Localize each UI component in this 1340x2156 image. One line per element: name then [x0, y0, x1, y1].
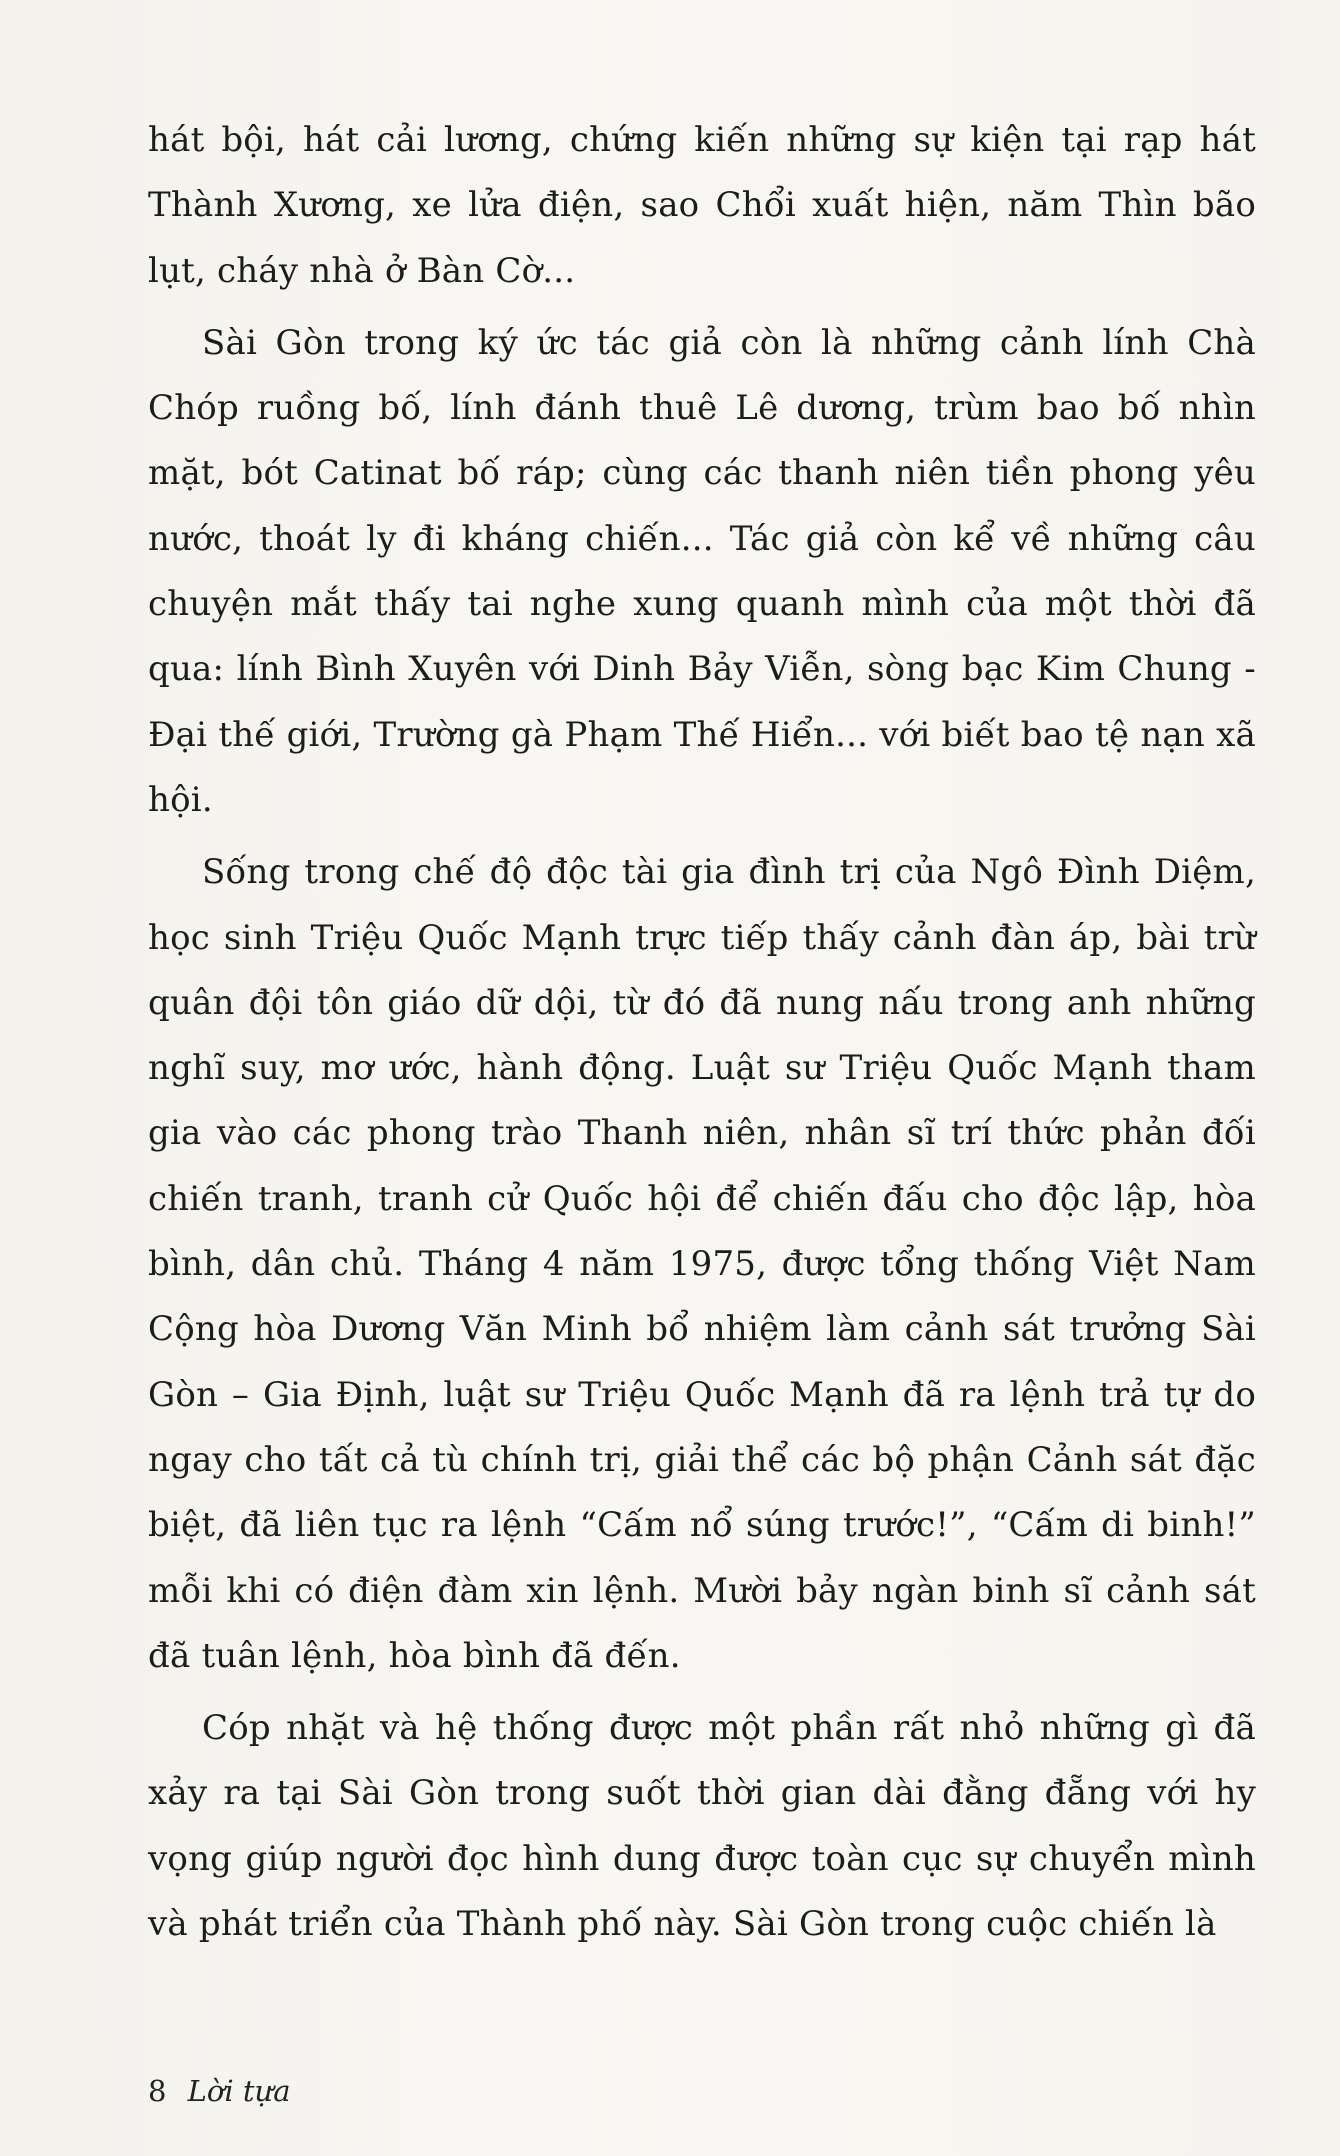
body-text [148, 108, 1256, 1957]
page-footer [148, 2074, 291, 2108]
paragraph-saigon-memories: Sài Gòn trong ký ức tác giả còn là những cảnh lính Chà Chóp ruồng bố, lính đánh thuê Lê dương, trùm bao bố nhìn mặt, bót Catinat bố ráp; cùng các thanh niên tiền phong yêu nước, thoát ly đi kháng chiến... Tác giả còn kể về những câu chuyện mắt thấy tai nghe xung quanh mình của một thời đã qua: lính Bình Xuyên với Dinh Bảy Viễn, sòng bạc Kim Chung - Đại thế giới, Trường gà Phạm Thế Hiển... với biết bao tệ nạn xã hội. [148, 322, 1256, 820]
paragraph-summary: Cóp nhặt và hệ thống được một phần rất nhỏ những gì đã xảy ra tại Sài Gòn trong suốt thời gian dài đằng đẵng với hy vọng giúp người đọc hình dung được toàn cục sự chuyển mình và phát triển của Thành phố này. Sài Gòn trong cuộc chiến là [148, 1708, 1256, 1945]
paragraph-trieu-quoc-manh: Sống trong chế độ độc tài gia đình trị của Ngô Đình Diệm, học sinh Triệu Quốc Mạnh trực tiếp thấy cảnh đàn áp, bài trừ quân đội tôn giáo dữ dội, từ đó đã nung nấu trong anh những nghĩ suy, mơ ước, hành động. Luật sư Triệu Quốc Mạnh tham gia vào các phong trào Thanh niên, nhân sĩ trí thức phản đối chiến tranh, tranh cử Quốc hội để chiến đấu cho độc lập, hòa bình, dân chủ. Tháng 4 năm 1975, được tổng thống Việt Nam Cộng hòa Dương Văn Minh bổ nhiệm làm cảnh sát trưởng Sài Gòn – Gia Định, luật sư Triệu Quốc Mạnh đã ra lệnh trả tự do ngay cho tất cả tù chính trị, giải thể các bộ phận Cảnh sát đặc biệt, đã liên tục ra lệnh “Cấm nổ súng trước!”, “Cấm di binh!” mỗi khi có điện đàm xin lệnh. Mười bảy ngàn binh sĩ cảnh sát đã tuân lệnh, hòa bình đã đến. [148, 852, 1256, 1676]
page-number: 8 [148, 2074, 167, 2108]
running-title: Lời tựa [187, 2074, 291, 2108]
paragraph-continuation: hát bội, hát cải lương, chứng kiến những sự kiện tại rạp hát Thành Xương, xe lửa điện, sao Chổi xuất hiện, năm Thìn bão lụt, cháy nhà ở Bàn Cờ... [148, 120, 1256, 291]
